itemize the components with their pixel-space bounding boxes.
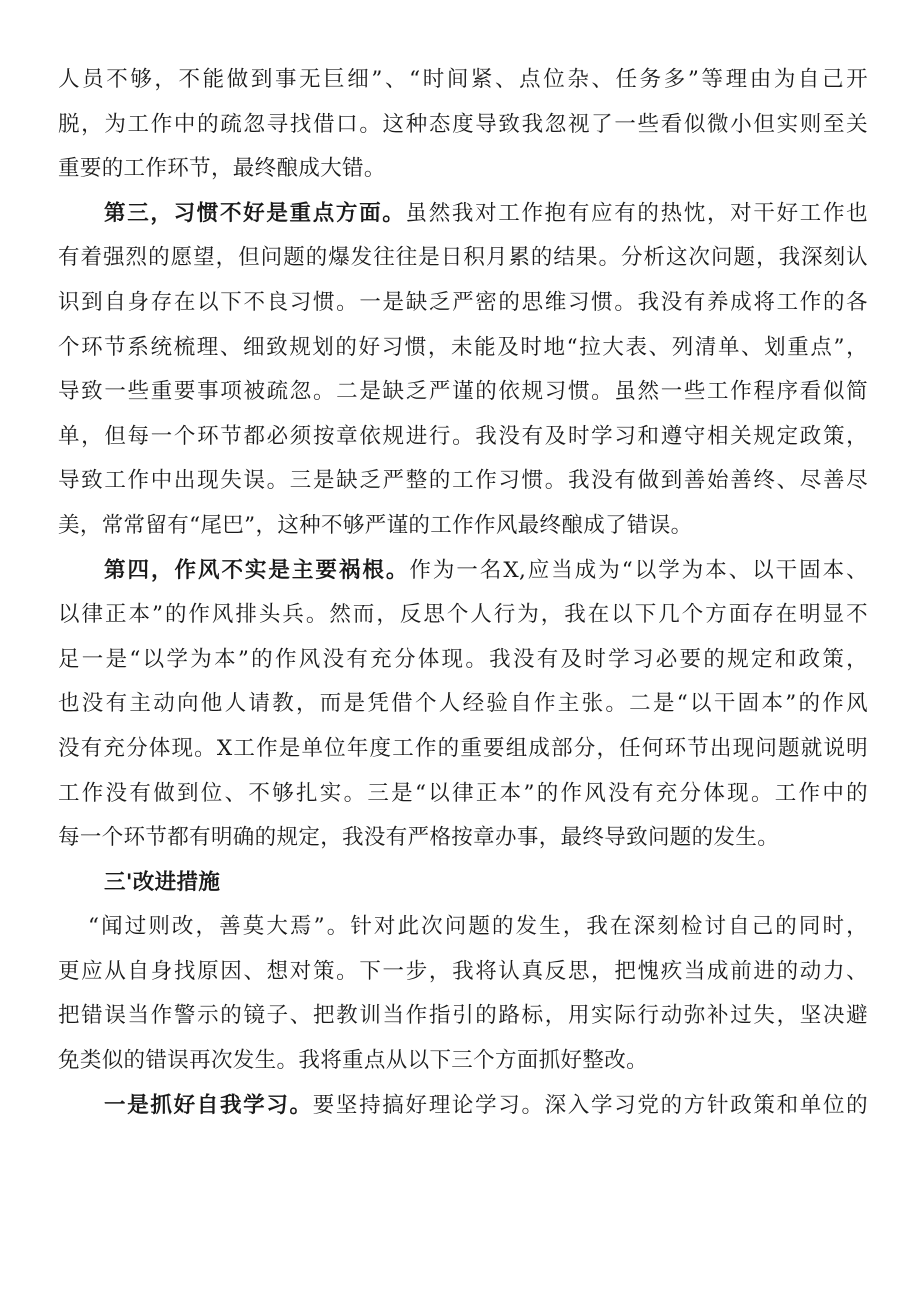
text-line: 有着强烈的愿望，但问题的爆发往往是日积月累的结果。分析这次问题，我深刻认 xyxy=(58,245,868,271)
text-line: 美，常常留有“尾巴”，这种不够严谨的工作作风最终酿成了错误。 xyxy=(58,512,693,538)
text-line: 足一是“以学为本”的作风没有充分体现。我没有及时学习必要的规定和政策， xyxy=(58,646,868,672)
text-line: 识到自身存在以下不良习惯。一是缺乏严密的思维习惯。我没有养成将工作的各 xyxy=(58,289,868,315)
text-line: 也没有主动向他人请教，而是凭借个人经验自作主张。二是“以干固本”的作风 xyxy=(58,691,868,717)
paragraph-fourth-style xyxy=(58,549,868,861)
document-page xyxy=(58,58,868,1128)
text-line: 单，但每一个环节都必须按章依规进行。我没有及时学习和遵守相关规定政策， xyxy=(58,423,868,449)
paragraph-improvement-intro xyxy=(58,905,868,1083)
paragraph-self-study xyxy=(58,1084,868,1129)
text-line: 导致一些重要事项被疏忽。二是缺乏严谨的依规习惯。虽然一些工作程序看似简 xyxy=(58,379,868,405)
text-line: 导致工作中出现失误。三是缺乏严整的工作习惯。我没有做到善始善终、尽善尽 xyxy=(58,468,868,494)
paragraph-lead: 第三，习惯不好是重点方面。 xyxy=(104,200,406,226)
text-line: 没有充分体现。X工作是单位年度工作的重要组成部分，任何环节出现问题就说明 xyxy=(58,735,868,761)
text-line: “闻过则改，善莫大焉”。针对此次问题的发生，我在深刻检讨自己的同时， xyxy=(88,914,868,940)
text-line: 以律正本”的作风排头兵。然而，反思个人行为，我在以下几个方面存在明显不 xyxy=(58,602,868,628)
text-line: 把错误当作警示的镜子、把教训当作指引的路标，用实际行动弥补过失，坚决避 xyxy=(58,1003,868,1029)
text-line: 工作没有做到位、不够扎实。三是“以律正本”的作风没有充分体现。工作中的 xyxy=(58,780,868,806)
section-heading: 三'改进措施 xyxy=(104,869,221,895)
paragraph-lead: 第四，作风不实是主要祸根。 xyxy=(104,557,410,583)
paragraph-text: 作为一名X,应当成为“以学为本、以干固本、 xyxy=(409,557,868,583)
text-line xyxy=(58,1084,868,1129)
paragraph-text: 虽然我对工作抱有应有的热忱，对干好工作也 xyxy=(405,200,868,226)
text-line xyxy=(58,549,868,594)
text-line: 更应从自身找原因、想对策。下一步，我将认真反思，把愧疚当成前进的动力、 xyxy=(58,958,868,984)
text-line: 脱，为工作中的疏忽寻找借口。这种态度导致我忽视了一些看似微小但实则至关 xyxy=(58,111,868,137)
text-line: 人员不够，不能做到事无巨细”、“时间紧、点位杂、任务多”等理由为自己开 xyxy=(58,67,868,92)
text-line: 重要的工作环节，最终酿成大错。 xyxy=(58,156,386,182)
paragraph-continuation xyxy=(58,58,868,192)
text-line: 每一个环节都有明确的规定，我没有严格按章办事，最终导致问题的发生。 xyxy=(58,825,780,851)
paragraph-third-habits xyxy=(58,192,868,549)
paragraph-text: 要坚持搞好理论学习。深入学习党的方针政策和单位的 xyxy=(312,1092,868,1118)
text-line xyxy=(58,192,868,237)
paragraph-lead: 一是抓好自我学习。 xyxy=(104,1092,313,1118)
text-line: 个环节系统梳理、细致规划的好习惯，未能及时地“拉大表、列清单、划重点”， xyxy=(58,334,868,360)
text-line: 免类似的错误再次发生。我将重点从以下三个方面抓好整改。 xyxy=(58,1048,648,1074)
